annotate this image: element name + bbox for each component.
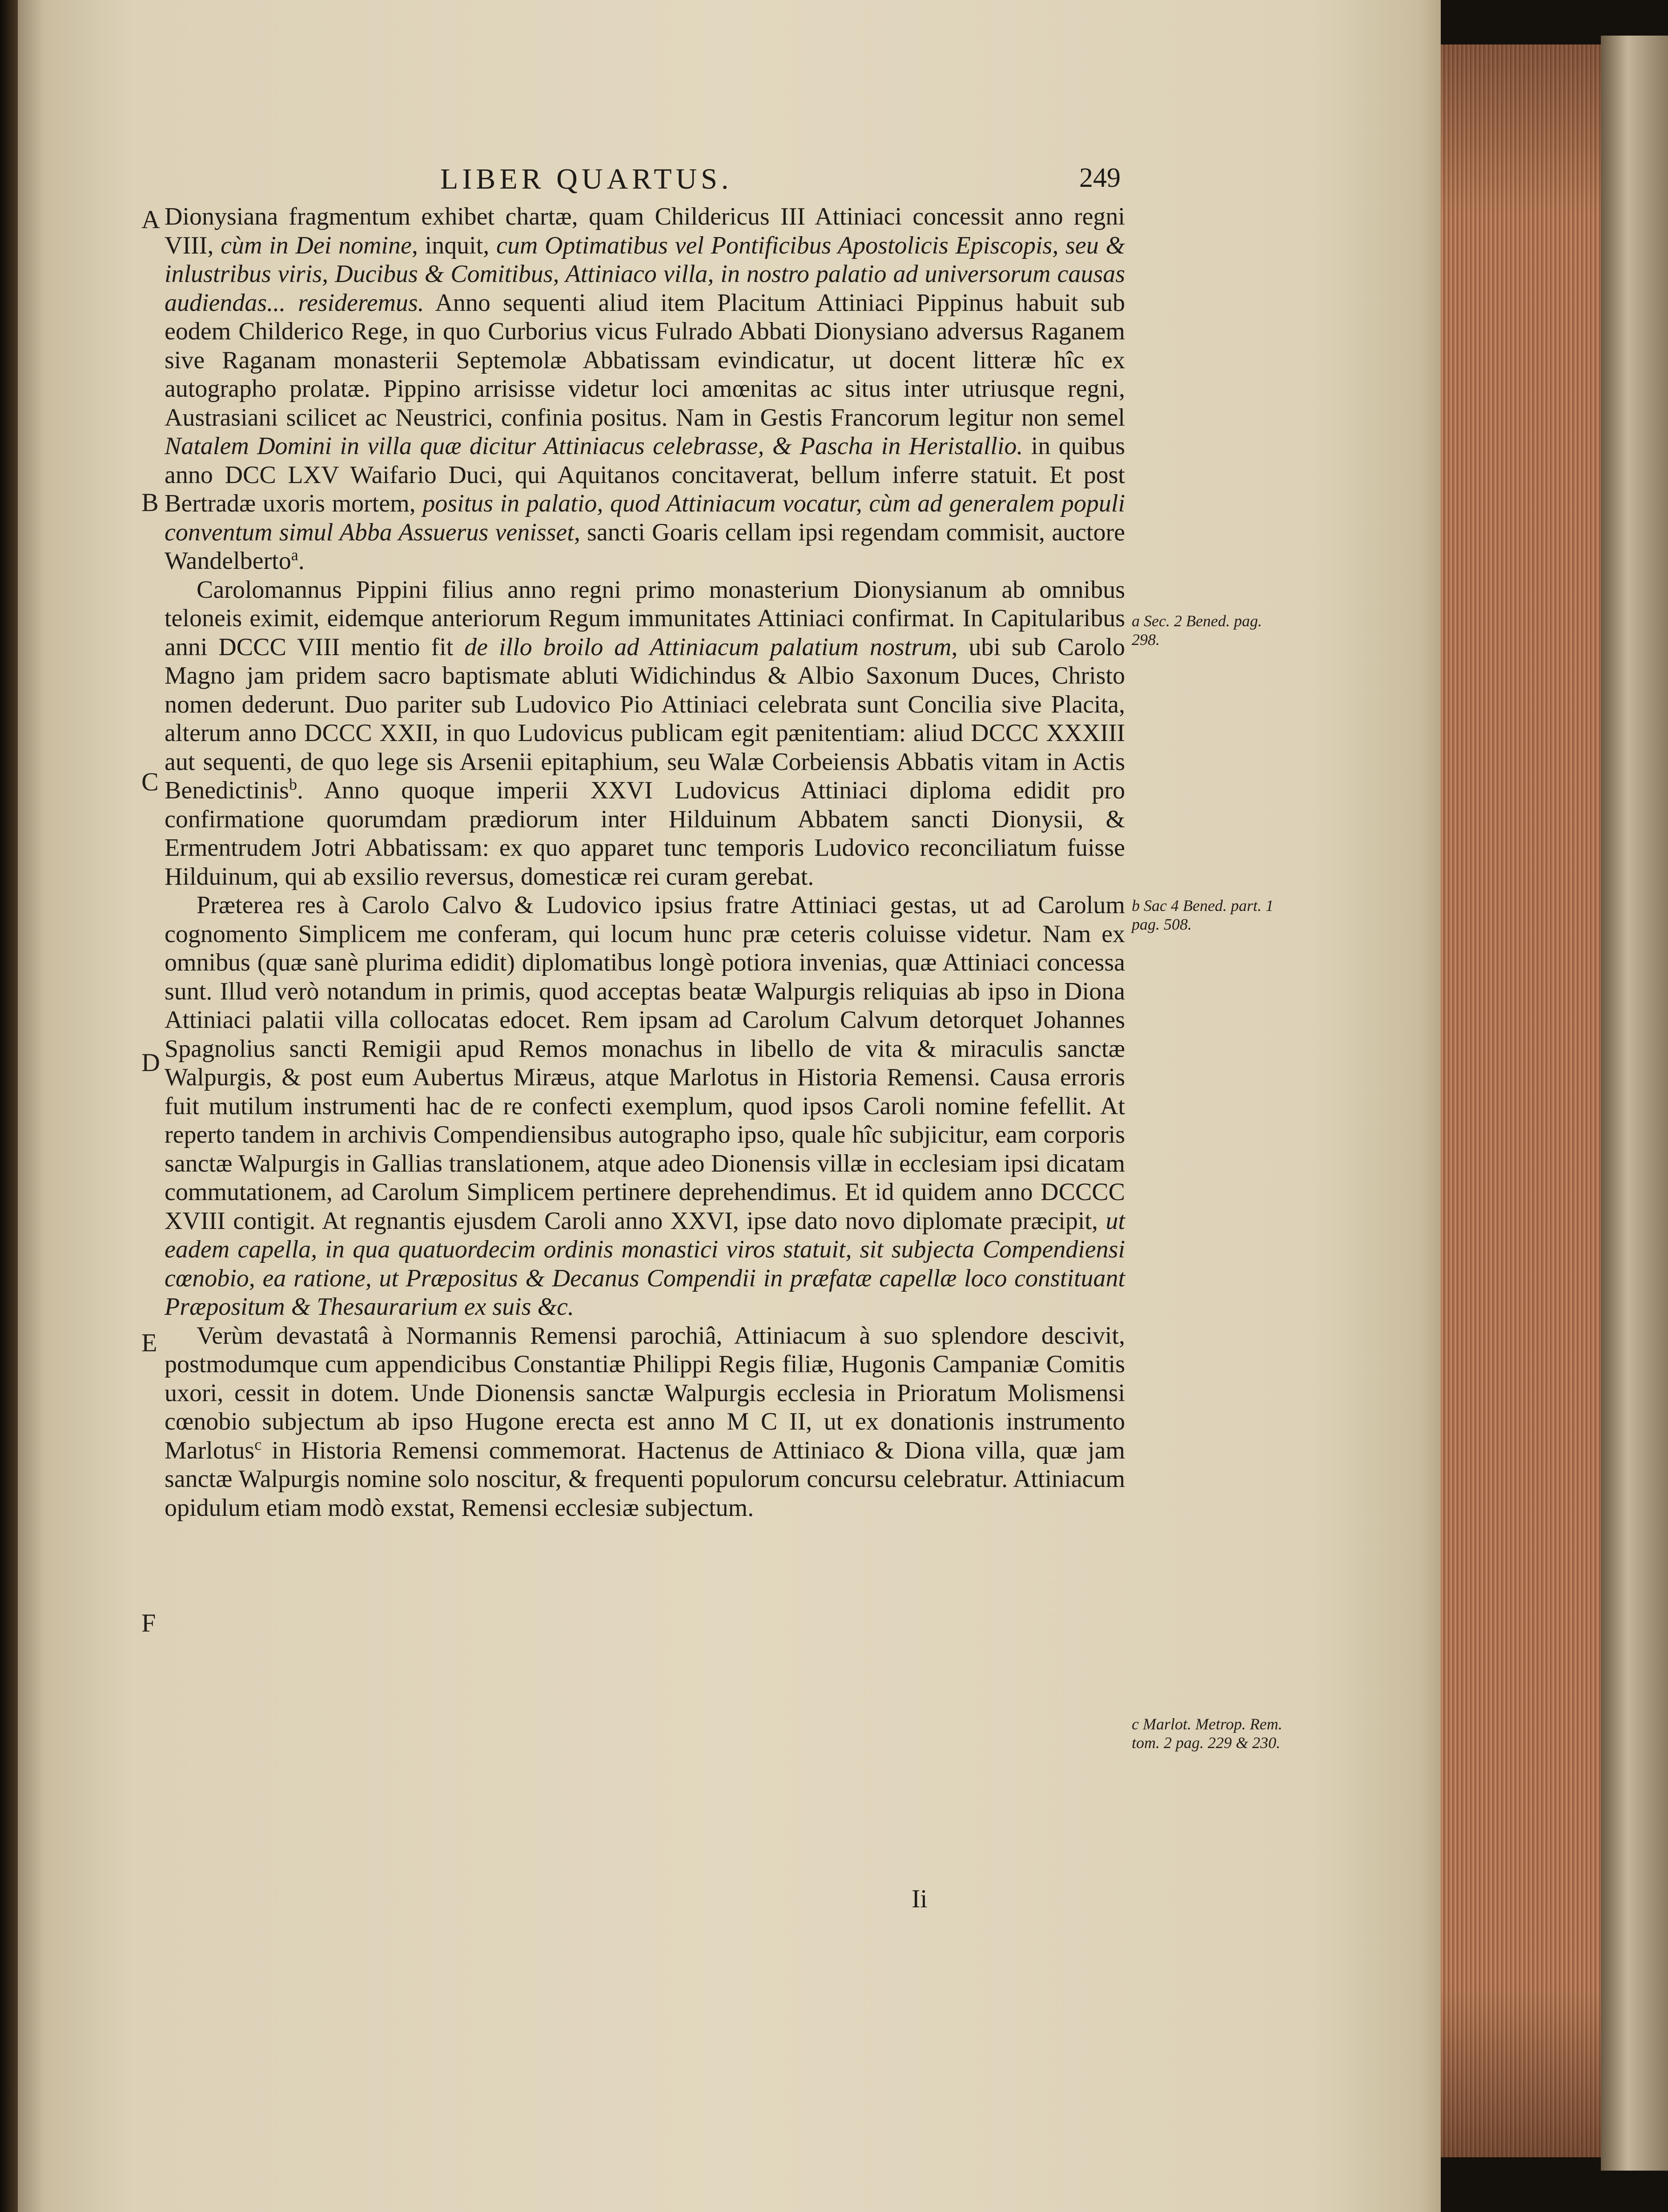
text-run: in Historia Remensi commemorat. Hactenus de Attiniaco & Diona villa, quæ jam sanctæ Walpurgis nomine solo noscitur, & frequenti populorum concursu celebratur. Attiniacum opidulum etiam modò exstat, Remensi ecclesiæ subjectum. (165, 1436, 1125, 1522)
text-run: Anno sequenti aliud item Placitum Attiniaci Pippinus habuit sub eodem Childerico Rege, in quo Curborius vicus Fulrado Abbati Dionysiano adversus Raganem sive Raganam monasterii Septemolæ Abbatissam evindicatur, ut docent litteræ hîc ex autographo prolatæ. Pippino arrisisse videtur loci amœnitas ac situs inter utriusque regni, Austrasiani scilicet ac Neustrici, confinia positus. Nam in Gestis Francorum legitur non semel (165, 289, 1125, 431)
text-run: . Anno quoque imperii XXVI Ludovicus Attiniaci diploma edidit pro confirmatione quorumdam prædiorum inter Hilduinum Abbatem sancti Dionysii, & Ermentrudem Jotri Abbatissam: ex quo apparet tunc temporis Ludovico reconciliatum fuisse Hilduinum, qui ab exsilio reversus, domesticæ rei curam gerebat. (165, 777, 1125, 890)
quotation: ut eadem capella, in qua quatuordecim ordinis monastici viros statuit, sit subjecta Compendiensi cœnobio, ea ratione, ut Præpositus & Decanus Compendii in præfatæ capellæ loco constituant Præpositum & Thesaurarium ex suis &c. (165, 1207, 1125, 1321)
paragraph-4 (165, 1322, 1125, 1523)
side-note-a: a Sec. 2 Bened. pag. 298. (1132, 612, 1262, 649)
text-run: Verùm devastatâ à Normannis Remensi parochiâ, Attiniacum à suo splendore descivit, postmodumque cum appendicibus Constantiæ Philippi Regis filiæ, Hugonis Campaniæ Comitis uxori, cessit in dotem. Unde Dionensis sanctæ Walpurgis ecclesia in Prioratum Molismensi cœnobio subjectum ab ipso Hugone erecta est anno M C II, ut ex donationis instrumento Marlotus (165, 1322, 1125, 1464)
quotation: de illo broilo ad Attiniacum palatium nostrum (464, 633, 952, 661)
margin-letter-a: A (141, 205, 160, 234)
quotation: positus in palatio, quod Attiniacum vocatur, cùm ad generalem populi conventum simul Abba Assuerus venisset (165, 490, 1125, 546)
signature-mark: Ii (912, 1884, 928, 1913)
side-note-c: c Marlot. Metrop. Rem. tom. 2 pag. 229 & 230. (1132, 1715, 1282, 1752)
footnote-ref-a: a (291, 546, 298, 564)
margin-letter-e: E (141, 1328, 157, 1357)
text-run: Carolomannus Pippini filius anno regni primo monasterium Dionysianum ab omnibus teloneis eximit, eidemque anteriorum Regum immunitates Attiniaci confirmat. In Capitularibus anni DCCC VIII mentio fit (165, 576, 1125, 661)
text-run: , ubi sub Carolo Magno jam pridem sacro baptismate abluti Widichindus & Albio Saxonum Duces, Christo nomen dederunt. Duo pariter sub Ludovico Pio Attiniaci celebrata sunt Concilia sive Placita, alterum anno DCCC XXII, in quo Ludovicus publicam egit pænitentiam: aliud DCCC XXXIII aut sequenti, de quo lege sis Arsenii epitaphium, seu Walæ Corbeiensis Abbatis vitam in Actis Benedictinis (165, 633, 1125, 804)
text-run: . (298, 547, 305, 575)
margin-letter-d: D (141, 1048, 160, 1077)
margin-letter-b: B (141, 488, 159, 517)
running-head (151, 162, 1121, 193)
quotation: cùm in Dei nomine (221, 231, 412, 259)
paragraph-3 (165, 891, 1125, 1322)
paragraph-1 (165, 202, 1125, 576)
text-run: in quibus anno DCC LXV Waifario Duci, qui Aquitanos concitaverat, bellum inferre statuit. Et post Bertradæ uxoris mortem, (165, 432, 1125, 517)
quotation: Natalem Domini in villa quæ dicitur Attiniacus celebrasse, & Pascha in Heristallio. (165, 432, 1023, 460)
running-title: LIBER QUARTUS. (440, 163, 733, 195)
text-run: Dionysiana fragmentum exhibet chartæ, quam Childericus III Attiniaci concessit anno regni VIII, (165, 203, 1125, 259)
paragraph-2 (165, 576, 1125, 891)
footnote-ref-c: c (254, 1435, 262, 1453)
text-run: Præterea res à Carolo Calvo & Ludovico ipsius fratre Attiniaci gestas, ut ad Carolum cognomento Simplicem me conferam, qui locum hunc præ ceteris coluisse videtur. Nam ex omnibus (quæ sanè plurima edidit) diplomatibus longè potiora invenias, quæ Attiniaci concessa sunt. Illud verò notandum in primis, quod acceptas beatæ Walpurgis reliquias ab ipso in Diona Attiniaci palatii villa collocatas edocet. Rem ipsam ad Carolum Calvum detorquet Johannes Spagnolius sancti Remigii apud Remos monachus in libello de vita & miraculis sanctæ Walpurgis, & post eum Aubertus Miræus, atque Marlotus in Historia Remensi. Causa erroris fuit mutilum instrumenti hac de re confecti exemplum, quod ipsos Caroli nomine fefellit. At reperto tandem in archivis Compendiensibus autographo ipso, quale hîc subjicitur, eam corporis sanctæ Walpurgis in Gallias translationem, atque adeo Dionensis villæ in ecclesiam ipsi dicatam commutationem, ad Carolum Simplicem pertinere deprehendimus. Et id quidem anno DCCCC XVIII contigit. At regnantis ejusdem Caroli anno XXVI, ipse dato novo diplomate præcipit, (165, 891, 1125, 1235)
side-note-b: b Sac 4 Bened. part. 1 pag. 508. (1132, 897, 1274, 933)
cover-board (1601, 36, 1668, 2171)
quotation: cum Optimatibus vel Pontificibus Apostolicis Episcopis, seu & inlustribus viris, Ducibus & Comitibus, Attiniaco villa, in nostro palatio ad universorum causas audiendas... resideremus. (165, 231, 1125, 317)
body-text (165, 202, 1125, 1522)
page-number: 249 (1079, 163, 1121, 193)
margin-letter-c: C (141, 767, 159, 796)
page-edges (1441, 44, 1628, 2157)
margin-letter-f: F (141, 1608, 156, 1637)
text-run: , inquit, (411, 231, 496, 259)
footnote-ref-b: b (289, 775, 297, 794)
text-run: , sancti Goaris cellam ipsi regendam commisit, auctore Wandelberto (165, 518, 1125, 575)
